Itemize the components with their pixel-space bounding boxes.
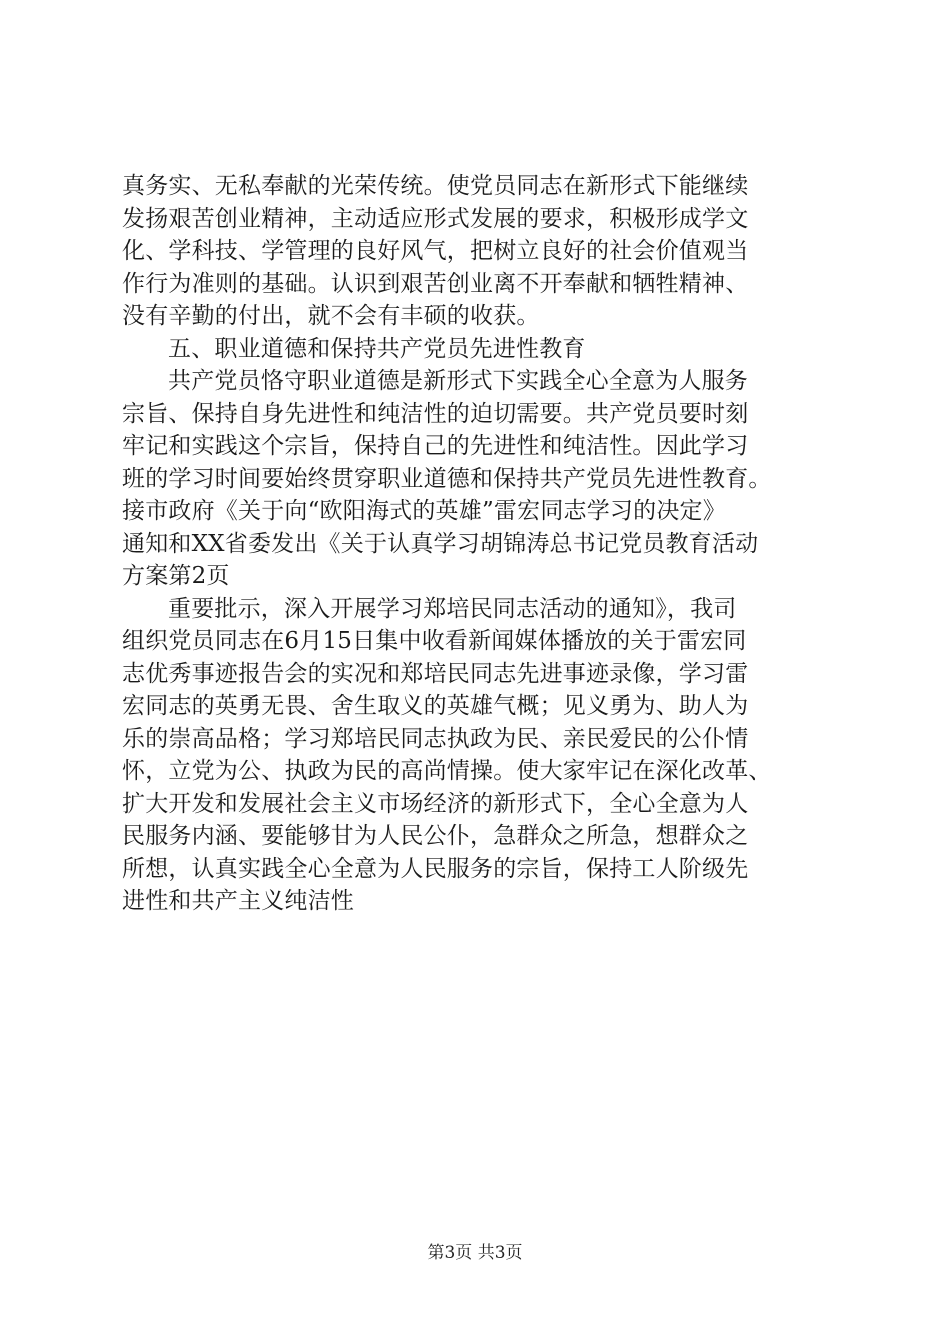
text-line: 怀，立党为公、执政为民的高尚情操。使大家牢记在深化改革、 bbox=[122, 758, 772, 784]
document-body bbox=[122, 170, 832, 918]
text-line: 没有辛勤的付出，就不会有丰硕的收获。 bbox=[122, 303, 540, 329]
text-line: 重要批示，深入开展学习郑培民同志活动的通知》，我司 bbox=[168, 595, 737, 622]
text-line: 班的学习时间要始终贯穿职业道德和保持共产党员先进性教育。 bbox=[122, 465, 772, 492]
text-line: 作行为准则的基础。认识到艰苦创业离不开奉献和牺牲精神、 bbox=[122, 270, 749, 297]
text-line: 进性和共产主义纯洁性 bbox=[122, 888, 354, 914]
text-line: 通知和XX省委发出《关于认真学习胡锦涛总书记党员教育活动 bbox=[122, 530, 759, 557]
text-line: 化、学科技、学管理的良好风气，把树立良好的社会价值观当 bbox=[122, 238, 749, 264]
text-line: 扩大开发和发展社会主义市场经济的新形式下，全心全意为人 bbox=[122, 790, 749, 817]
page-footer: 第3页 共3页 bbox=[427, 1243, 523, 1263]
text-line: 宏同志的英勇无畏、舍生取义的英雄气概；见义勇为、助人为 bbox=[122, 693, 749, 719]
text-line: 接市政府《关于向“欧阳海式的英雄”雷宏同志学习的决定》 bbox=[122, 498, 726, 524]
text-line: 乐的崇高品格；学习郑培民同志执政为民、亲民爱民的公仆情 bbox=[122, 725, 749, 752]
text-line: 组织党员同志在6月15日集中收看新闻媒体播放的关于雷宏同 bbox=[122, 628, 747, 654]
text-line: 牢记和实践这个宗旨，保持自己的先进性和纯洁性。因此学习 bbox=[122, 433, 749, 459]
text-line: 志优秀事迹报告会的实况和郑培民同志先进事迹录像，学习雷 bbox=[122, 660, 749, 687]
text-line: 宗旨、保持自身先进性和纯洁性的迫切需要。共产党员要时刻 bbox=[122, 400, 749, 427]
text-line: 所想，认真实践全心全意为人民服务的宗旨，保持工人阶级先 bbox=[122, 855, 749, 882]
text-line: 方案第2页 bbox=[122, 563, 230, 589]
text-line: 五、职业道德和保持共产党员先进性教育 bbox=[168, 335, 586, 362]
text-line: 发扬艰苦创业精神，主动适应形式发展的要求，积极形成学文 bbox=[122, 205, 749, 232]
text-line: 真务实、无私奉献的光荣传统。使党员同志在新形式下能继续 bbox=[122, 173, 749, 199]
text-line: 共产党员恪守职业道德是新形式下实践全心全意为人服务 bbox=[168, 368, 748, 394]
text-line: 民服务内涵、要能够甘为人民公仆，急群众之所急，想群众之 bbox=[122, 823, 749, 849]
